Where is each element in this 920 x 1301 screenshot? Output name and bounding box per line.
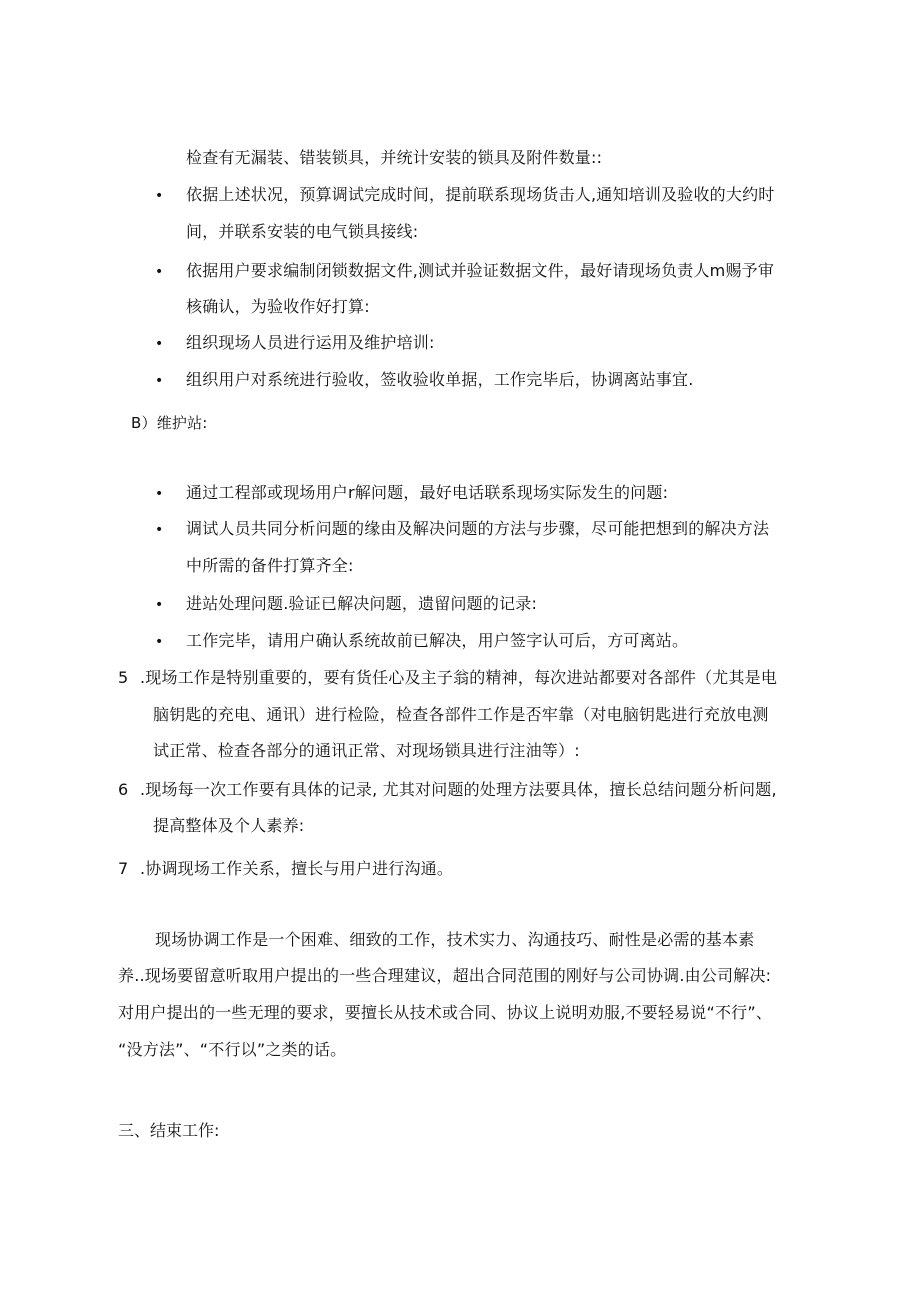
text-line-a0: 检查有无漏装、错装锁具，并统计安装的锁具及附件数量:: <box>186 148 603 167</box>
bullet-marker: • <box>155 634 164 650</box>
bullet-marker: • <box>155 336 164 352</box>
text-line-b2b: 中所需的备件打算齐全: <box>186 556 354 575</box>
paragraph-line-3: 对用户提出的一些无理的要求，要擅长从技术或合同、协议上说明劝服,不要轻易说“不行”、 <box>118 1003 773 1022</box>
text-line-b1: 通过工程部或现场用户r解问题，最好电话联系现场实际发生的问题: <box>186 483 669 502</box>
text-line-a2a: 依据用户要求编制闭锁数据文件,测试并验证数据文件，最好请现场负责人m赐予审 <box>186 261 775 280</box>
item-number-5: 5 <box>118 668 129 687</box>
item-number-7: 7 <box>118 859 129 878</box>
bullet-marker: • <box>155 486 164 502</box>
text-line-7a: .协调现场工作关系，擅长与用户进行沟通。 <box>140 859 454 878</box>
text-line-a3: 组织现场人员进行运用及维护培训: <box>186 333 435 352</box>
bullet-marker: • <box>155 597 164 613</box>
bullet-marker: • <box>155 264 164 280</box>
text-line-6a: .现场每一次工作要有具体的记录, 尤其对问题的处理方法要具体，擅长总结问题分析问题, <box>140 780 777 799</box>
text-line-6b: 提高整体及个人素养: <box>153 816 305 835</box>
text-line-5a: .现场工作是特别重要的，要有货任心及主子翁的精神，每次进站都要对各部件（尤其是电 <box>140 668 778 687</box>
paragraph-line-2: 养..现场要留意听取用户提出的一些合理建议，超出合同范围的刚好与公司协调.由公司解决: <box>118 966 772 985</box>
text-line-b2a: 调试人员共同分析问题的缘由及解决问题的方法与步骤，尽可能把想到的解决方法 <box>186 519 770 538</box>
text-line-a4: 组织用户对系统进行验收，签收验收单据，工作完毕后，协调离站事宜. <box>186 370 694 389</box>
item-number-6: 6 <box>118 780 129 799</box>
bullet-marker: • <box>155 522 164 538</box>
text-line-a1b: 间，并联系安装的电气锁具接线: <box>186 222 419 241</box>
section-b-label: B）维护站: <box>131 414 208 432</box>
text-line-5c: 试正常、检查各部分的通讯正常、对现场锁具进行注油等）: <box>153 741 580 760</box>
paragraph-line-4: “没方法”、“不行以”之类的话。 <box>118 1040 347 1059</box>
text-line-a1a: 依据上述状况，预算调试完成时间，提前联系现场货击人,通知培训及验收的大约时 <box>186 185 775 204</box>
text-line-b3: 进站处理问题.验证已解决问题，遗留问题的记录: <box>186 594 538 613</box>
bullet-marker: • <box>155 373 164 389</box>
bullet-marker: • <box>155 188 164 204</box>
text-line-a2b: 核确认，为验收作好打算: <box>186 297 370 316</box>
text-line-b4: 工作完毕，请用户确认系统故前已解决，用户签字认可后，方可离站。 <box>186 631 689 650</box>
paragraph-line-1: 现场协调工作是一个困难、细致的工作，技术实力、沟通技巧、耐性是必需的基本素 <box>155 930 755 949</box>
section-three-title: 三、结束工作: <box>118 1121 220 1140</box>
text-line-5b: 脑钥匙的充电、通讯）进行检险，检查各部件工作是否牢靠（对电脑钥匙进行充放电测 <box>153 705 769 724</box>
